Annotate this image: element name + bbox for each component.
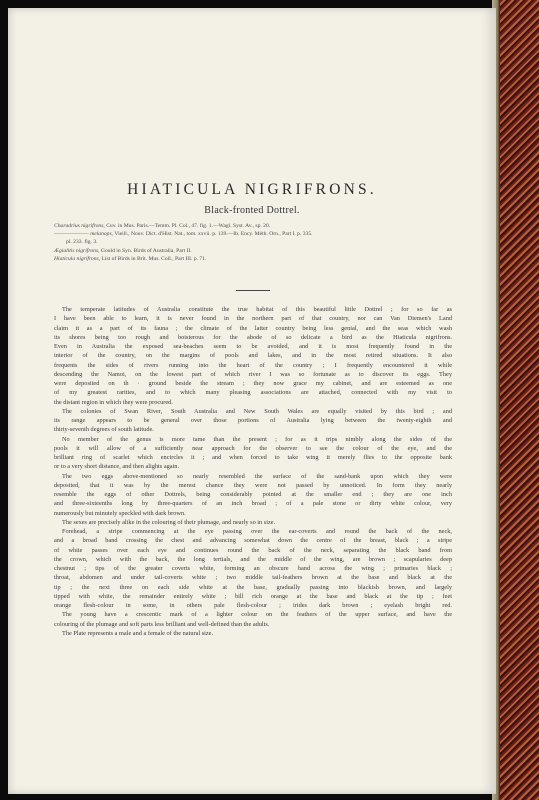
paragraph-line: orange flesh-colour in some, in others pale flesh-colour ; irides dark brown ; eyelash bright red. <box>54 602 452 609</box>
paragraph-line: the crown, which with the back, the long tertials, and the middle of the wing, are brown ; scapularies deep <box>54 555 452 563</box>
paragraph-line: deposited, that it was by the merest chance they were not passed by unnoticed. In form they nearly <box>54 481 452 489</box>
paragraph-line: brilliant ring of scarlet which encircles it ; and when forced to take wing it merely flies to the opposite bank <box>54 454 452 461</box>
paragraph-line: the distant region in which they were procured. <box>54 398 173 406</box>
paragraph-line: interior of the country, on the margins of pools and lakes, and in the most retired situations. It also <box>54 352 452 360</box>
paragraph-line: No member of the genus is more tame than the present ; for as it trips nimbly along the sides of the <box>62 435 452 443</box>
common-name: Black-fronted Dottrel. <box>204 205 300 216</box>
synonym-line: ——————— melanops, Vieill., Nouv. Dict. d'Hist. Nat., tom. xxvii. p. 139.—Ib. Ency. Méth. Orn., Part I. p. 335. <box>54 231 313 237</box>
paragraph-line: The young have a crescentic mark of a lighter colour on the feathers of the upper surface, and have the <box>62 611 452 619</box>
paragraph-line: descending the Namoi, on the lowest part of which river I was so fortunate as to discover its eggs. They <box>54 370 452 378</box>
paragraph-line: Even in Australia the exposed sea-beaches seem to be avoided, and it is most frequently found in the <box>54 343 452 350</box>
paragraph-line: and three-sixteenths long by three-quarters of an inch broad ; of a pale stone or dirty white colour, very <box>54 500 452 508</box>
synonym-line: Hiaticula nigrifrons, List of Birds in Brit. Mus. Coll., Part III. p. 71. <box>54 256 207 262</box>
paragraph-line: The Plate represents a male and a female of the natural size. <box>62 629 214 637</box>
synonym-line: Ægialitis nigrifrons, Gould in Syn. Birds of Australia, Part II. <box>54 248 192 254</box>
synonym-line: pl. 233. fig. 3. <box>66 239 98 245</box>
paragraph-line: pools it will allow of a sufficiently near approach for the observer to see the colour of the eye, and the <box>54 444 452 452</box>
paragraph-line: The two eggs above-mentioned so nearly resembled the surface of the sand-bank upon which they were <box>62 472 452 480</box>
paragraph-line: resemble the eggs of other Dottrels, being considerably pointed at the smaller end ; they are one inch <box>54 491 452 498</box>
synonym-line: Charadrius nigrifrons, Cuv. in Mus. Paris.—Temm. Pl. Col., 47. fig. 1.—Wagl. Syst. Av., sp. 20. <box>54 223 271 229</box>
paragraph-line: its shores being too rough and boisterous for the abode of so delicate a bird as the Hiaticula nigrifrons. <box>54 333 452 341</box>
species-title: HIATICULA NIGRIFRONS. <box>127 181 377 198</box>
paragraph-line: claim it as a part of its fauna ; the climate of the latter country being less genial, and the seas which wash <box>54 324 452 332</box>
paragraph-line: and a broad band crossing the chest and advancing somewhat down the centre of the breast, black ; a stripe <box>54 537 452 545</box>
paragraph-line: were deposited on th · ground beside the stream ; they now grace my cabinet, and are esteemed as one <box>54 380 452 387</box>
paragraph-line: of my greatest rarities, and to which many pleasing associations are attached, connected with my visit to <box>54 389 452 397</box>
paragraph-line: frequents the sides of rivers running into the heart of the country ; I frequently encountered it while <box>54 361 452 369</box>
paragraph-line: The temperate latitudes of Australia constitute the true habitat of this beautiful little Dottrel ; for so far as <box>62 306 452 313</box>
paragraph-line: thirty-seventh degrees of south latitude. <box>54 426 154 434</box>
paragraph-line: chestnut ; tips of the greater coverts white, forming an obscure band across the wing ; primaries black ; <box>54 565 452 572</box>
paragraph-line: The sexes are precisely alike in the colouring of their plumage, and nearly so in size. <box>62 518 276 526</box>
paragraph-line: Forehead, a stripe commencing at the eye passing over the ear-coverts and round the back of the neck, <box>62 528 452 535</box>
paragraph-line: its range appears to be general over those portions of Australia lying between the twenty-eighth and <box>54 417 452 424</box>
section-divider <box>236 290 270 291</box>
paragraph-line: numerously but minutely speckled with dark brown. <box>54 509 186 517</box>
paragraph-line: I have been able to learn, it is never found in the northern part of that country, nor can Van Diemen's Land <box>54 315 452 323</box>
book-page <box>8 8 496 794</box>
paragraph-line: tipped with white, the remainder entirely white ; bill rich orange at the base and black at the tip ; feet <box>54 592 452 600</box>
paragraph-line: colouring of the plumage and soft parts less brilliant and well-defined than the adults. <box>54 620 270 628</box>
paragraph-line: tip ; the next three on each side white at the base, gradually passing into blackish brown, and largely <box>54 583 452 591</box>
paragraph-line: of white passes over each eye and continues round the back of the neck, separating the black band from <box>54 546 452 554</box>
paragraph-line: throat, abdomen and under tail-coverts white ; two middle tail-feathers brown at the base and black at the <box>54 574 452 582</box>
paragraph-line: or to a very short distance, and then alights again. <box>54 463 180 471</box>
paragraph-line: The colonies of Swan River, South Australia and New South Wales are equally visited by this bird ; and <box>62 407 452 415</box>
